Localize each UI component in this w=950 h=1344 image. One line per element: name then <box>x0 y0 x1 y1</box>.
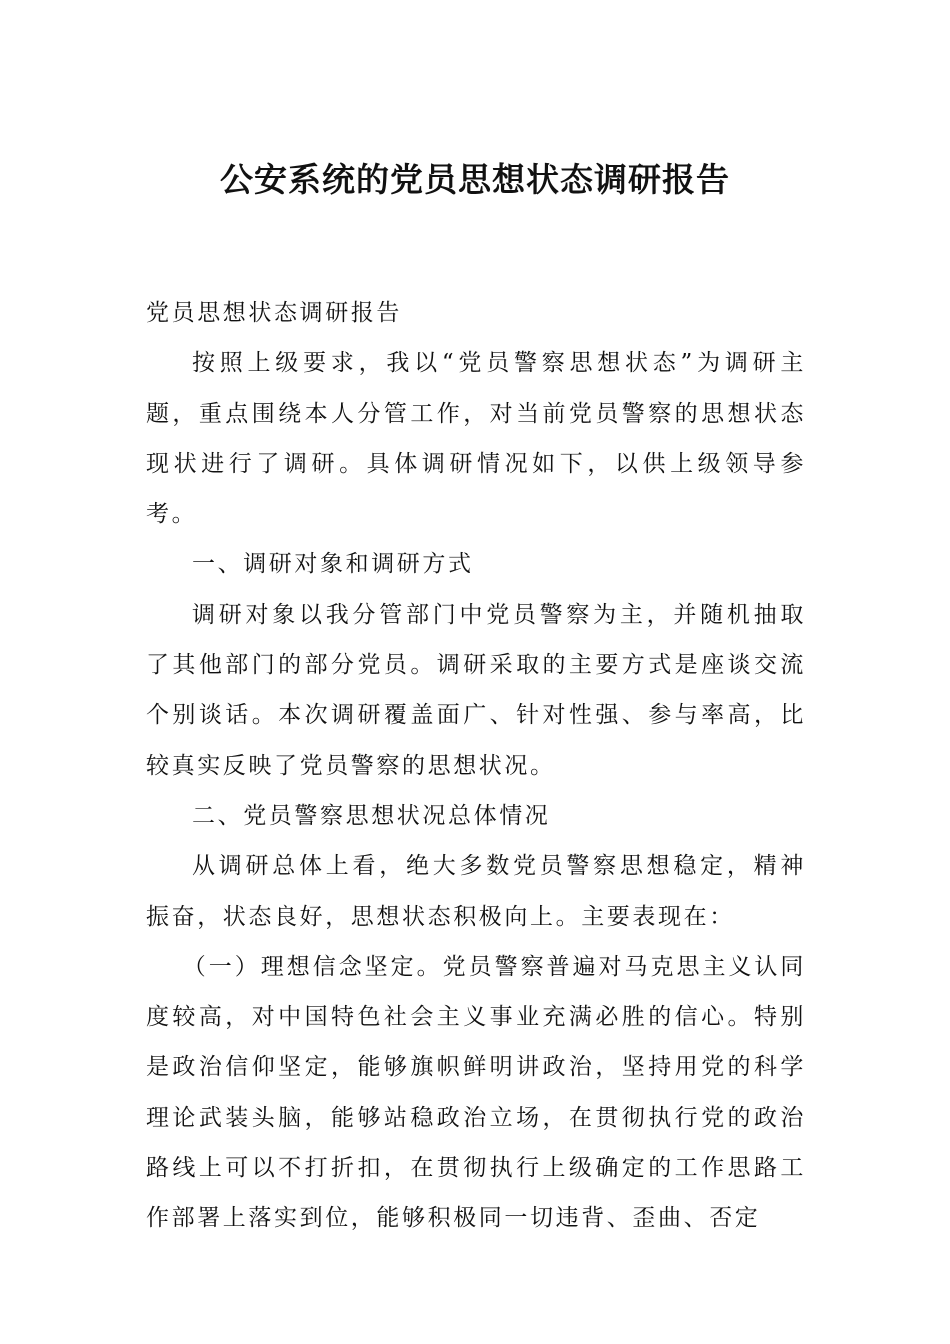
document-title: 公安系统的党员思想状态调研报告 <box>220 160 730 199</box>
intro-paragraph: 按照上级要求，我以“党员警察思想状态”为调研主题，重点围绕本人分管工作，对当前党员警察的思想状态现状进行了调研。具体调研情况如下，以供上级领导参考。 <box>146 350 806 528</box>
subtitle-paragraph: 党员思想状态调研报告 <box>146 300 402 326</box>
subsection-1-paragraph: （一）理想信念坚定。党员警察普遍对马克思主义认同度较高，对中国特色社会主义事业充满必胜的信心。特别是政治信仰坚定，能够旗帜鲜明讲政治，坚持用党的科学理论武装头脑，能够站稳政治立场，在贯彻执行党的政治路线上可以不打折扣，在贯彻执行上级确定的工作思路工作部署上落实到位，能够积极同一切违背、歪曲、否定 <box>146 953 806 1232</box>
section-heading-1: 一、调研对象和调研方式 <box>192 551 474 578</box>
section-1-paragraph: 调研对象以我分管部门中党员警察为主，并随机抽取了其他部门的部分党员。调研采取的主要方式是座谈交流个别谈话。本次调研覆盖面广、针对性强、参与率高，比较真实反映了党员警察的思想状况。 <box>146 601 806 779</box>
section-2-paragraph: 从调研总体上看，绝大多数党员警察思想稳定，精神振奋，状态良好，思想状态积极向上。主要表现在： <box>146 853 806 930</box>
section-heading-2: 二、党员警察思想状况总体情况 <box>192 802 551 829</box>
document-body <box>146 288 806 1244</box>
